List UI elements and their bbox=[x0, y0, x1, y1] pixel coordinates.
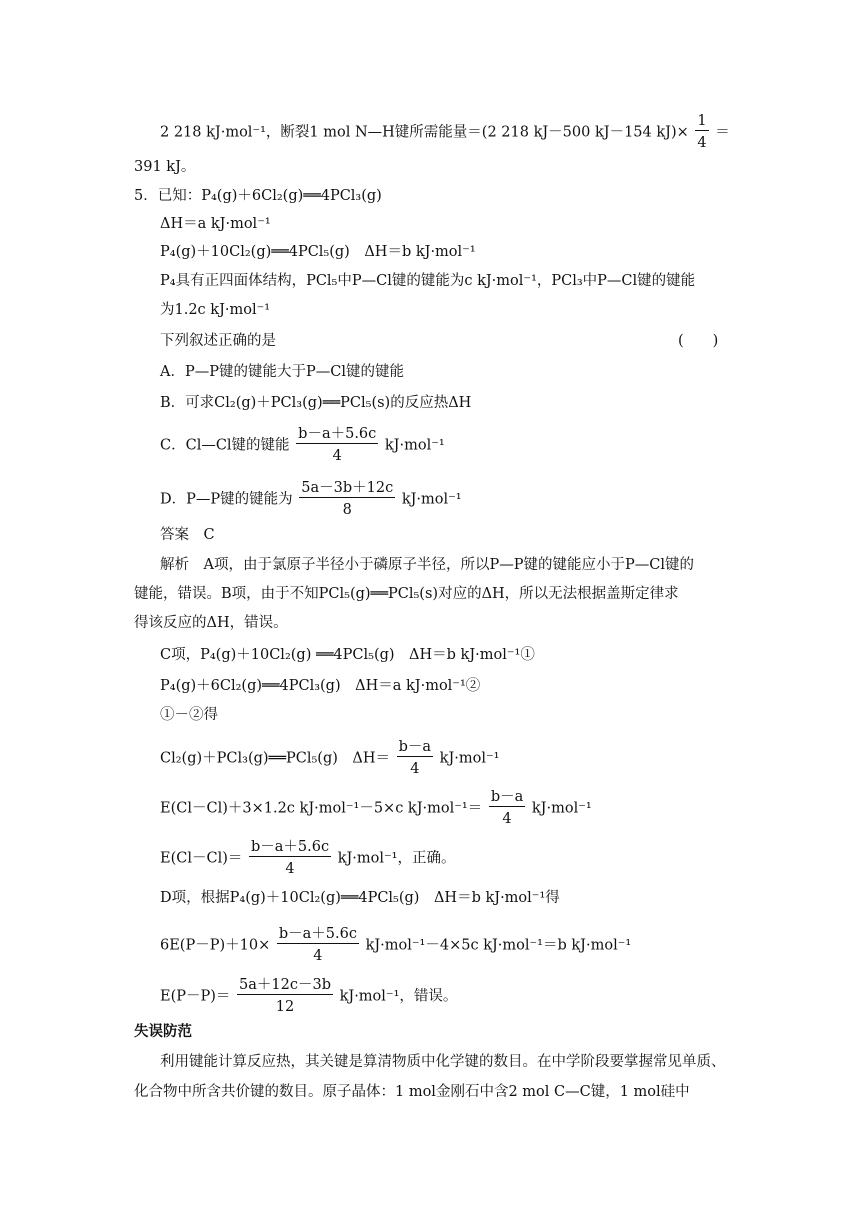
text-segment: kJ·mol⁻¹ bbox=[401, 491, 462, 508]
paragraph-line: 利用键能计算反应热，其关键是算清物质中化学键的数目。在中学阶段要掌握常见单质、 bbox=[160, 1054, 726, 1070]
text-line: P₄具有正四面体结构，PCl₅中P—Cl键的键能为c kJ·mol⁻¹，PCl₃中P—Cl键的键能 bbox=[160, 273, 696, 289]
numerator: b－a＋5.6c bbox=[278, 926, 357, 942]
question-stem: 5．已知：P₄(g)＋6Cl₂(g)══4PCl₃(g) bbox=[134, 188, 382, 204]
numerator: b－a＋5.6c bbox=[298, 426, 377, 442]
denominator: 4 bbox=[332, 448, 342, 464]
text-segment: kJ·mol⁻¹，错误。 bbox=[339, 988, 458, 1005]
text-segment: 2 218 kJ·mol⁻¹，断裂1 mol N—H键所需能量＝(2 218 kJ－500 kJ－154 kJ)× bbox=[160, 124, 689, 141]
denominator: 12 bbox=[275, 999, 295, 1015]
text-line: P₄(g)＋10Cl₂(g)══4PCl₅(g) ΔH＝b kJ·mol⁻¹ bbox=[160, 244, 476, 260]
option-b: B．可求Cl₂(g)＋PCl₃(g)══PCl₅(s)的反应热ΔH bbox=[160, 395, 472, 411]
denominator: 4 bbox=[502, 811, 512, 827]
explanation-line: ①－②得 bbox=[160, 707, 218, 723]
equation bbox=[160, 838, 456, 879]
explanation-line: D项，根据P₄(g)＋10Cl₂(g)══4PCl₅(g) ΔH＝b kJ·mol⁻¹得 bbox=[160, 890, 560, 906]
numerator: b－a bbox=[398, 739, 432, 755]
fraction bbox=[237, 976, 333, 1017]
text-segment: kJ·mol⁻¹－4×5c kJ·mol⁻¹＝b kJ·mol⁻¹ bbox=[365, 937, 632, 954]
text-line: 391 kJ。 bbox=[134, 159, 196, 175]
numerator: 5a＋12c－3b bbox=[239, 977, 331, 993]
text-line: 下列叙述正确的是 bbox=[160, 333, 276, 349]
text-line: ΔH＝a kJ·mol⁻¹ bbox=[160, 216, 271, 232]
numerator: 5a－3b＋12c bbox=[301, 480, 394, 496]
numerator: 1 bbox=[697, 113, 707, 129]
denominator: 4 bbox=[285, 861, 295, 877]
equation bbox=[160, 976, 457, 1017]
numerator: b－a bbox=[490, 789, 524, 805]
text-segment: D．P—P键的键能为 bbox=[160, 491, 293, 508]
explanation-line: 解析 A项，由于氯原子半径小于磷原子半径，所以P—P键的键能应小于P—Cl键的 bbox=[160, 557, 694, 573]
fraction bbox=[489, 788, 525, 829]
fraction bbox=[299, 479, 395, 520]
fraction bbox=[296, 425, 378, 466]
answer-bracket: ( ) bbox=[678, 333, 719, 349]
answer: 答案 C bbox=[160, 527, 215, 543]
text-segment: Cl₂(g)＋PCl₃(g)══PCl₅(g) ΔH＝ bbox=[160, 750, 391, 767]
text-segment: kJ·mol⁻¹，正确。 bbox=[337, 850, 456, 867]
text-segment: E(Cl－Cl)＋3×1.2c kJ·mol⁻¹－5×c kJ·mol⁻¹＝ bbox=[160, 800, 483, 817]
text-line: 为1.2c kJ·mol⁻¹ bbox=[160, 302, 271, 318]
denominator: 8 bbox=[342, 502, 352, 518]
option-d bbox=[160, 479, 462, 520]
section-heading: 失误防范 bbox=[134, 1024, 192, 1040]
explanation-line: 键能，错误。B项，由于不知PCl₅(g)══PCl₅(s)对应的ΔH，所以无法根据盖斯定律求 bbox=[134, 586, 679, 602]
denominator: 4 bbox=[313, 948, 323, 964]
paragraph-line: 化合物中所含共价键的数目。原子晶体：1 mol金刚石中含2 mol C—C键，1 mol硅中 bbox=[134, 1084, 690, 1100]
equation bbox=[160, 788, 592, 829]
numerator: b－a＋5.6c bbox=[250, 839, 330, 855]
text-segment: 6E(P－P)＋10× bbox=[160, 937, 271, 954]
text-segment: kJ·mol⁻¹ bbox=[439, 750, 500, 767]
text-segment: C．Cl—Cl键的键能 bbox=[160, 437, 290, 454]
explanation-line: P₄(g)＋6Cl₂(g)══4PCl₃(g) ΔH＝a kJ·mol⁻¹② bbox=[160, 678, 481, 694]
text-segment: ＝ bbox=[715, 124, 730, 141]
denominator: 4 bbox=[697, 135, 707, 151]
explanation-line: C项，P₄(g)＋10Cl₂(g) ══4PCl₅(g) ΔH＝b kJ·mol⁻¹① bbox=[160, 647, 535, 663]
equation bbox=[160, 738, 499, 779]
text-segment: E(P－P)＝ bbox=[160, 988, 231, 1005]
fraction bbox=[277, 925, 359, 966]
explanation-line: 得该反应的ΔH，错误。 bbox=[134, 615, 288, 631]
option-c bbox=[160, 425, 445, 466]
fraction bbox=[397, 738, 433, 779]
fraction bbox=[249, 838, 331, 879]
text-segment: E(Cl－Cl)＝ bbox=[160, 850, 243, 867]
equation bbox=[160, 925, 631, 966]
denominator: 4 bbox=[410, 761, 420, 777]
text-segment: kJ·mol⁻¹ bbox=[531, 800, 592, 817]
option-a: A．P—P键的键能大于P—Cl键的键能 bbox=[160, 364, 404, 380]
text-segment: kJ·mol⁻¹ bbox=[384, 437, 445, 454]
fraction bbox=[695, 112, 708, 153]
text-line bbox=[160, 112, 730, 153]
